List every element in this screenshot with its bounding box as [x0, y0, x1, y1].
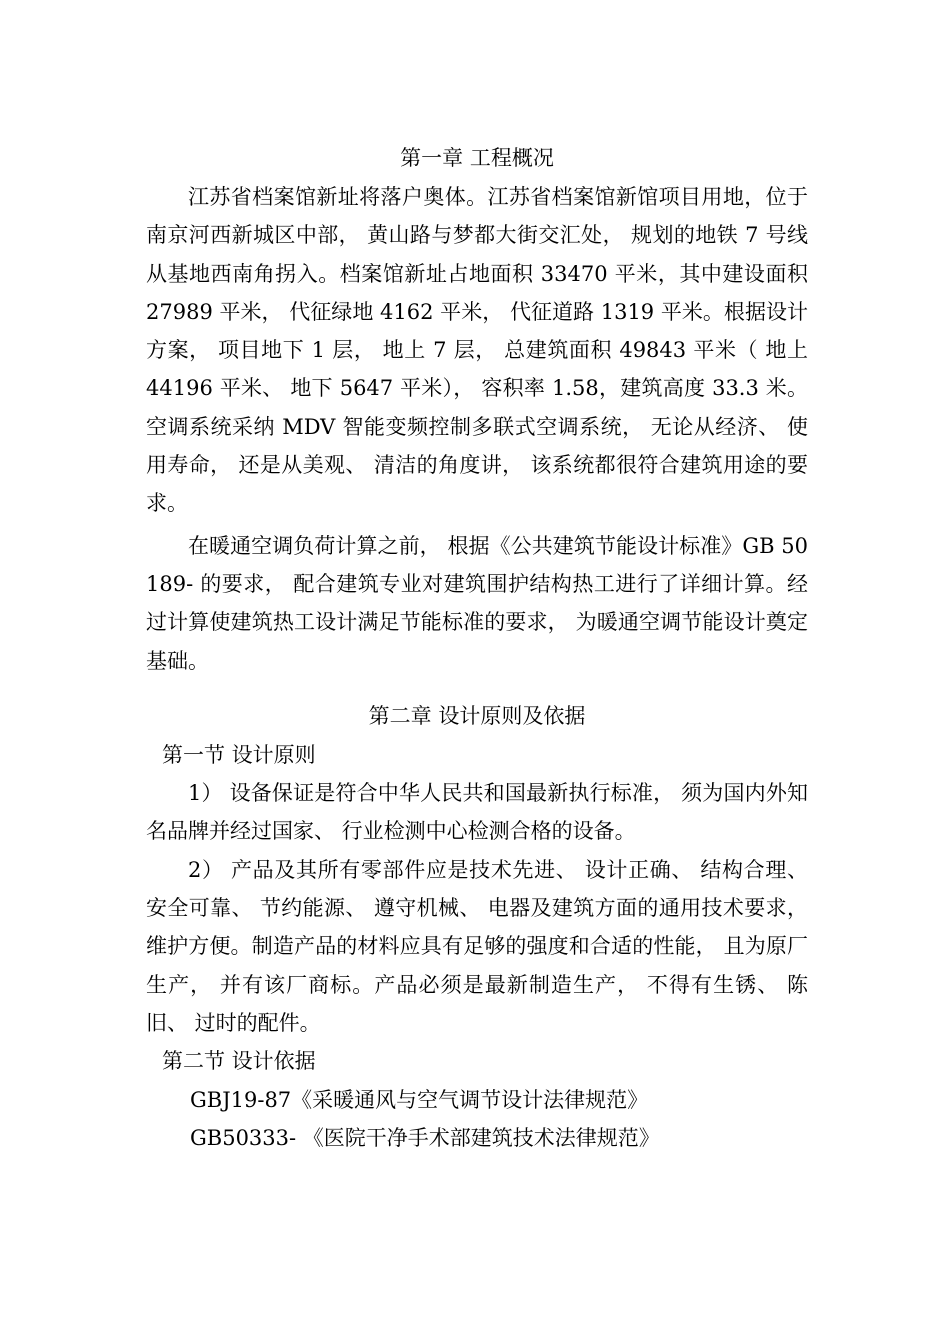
- document-page: [146, 138, 808, 1157]
- chapter1-title: 第一章 工程概况: [400, 146, 554, 170]
- section1-title: 第一节 设计原则: [162, 742, 316, 767]
- principle-item-1: 1） 设备保证是符合中华人民共和国最新执行标准， 须为国内外知名品牌并经过国家、 行业检测中心检测合格的设备。: [146, 781, 808, 844]
- principle-item-2: 2） 产品及其所有零部件应是技术先进、 设计正确、 结构合理、 安全可靠、 节约能源、 遵守机械、 电器及建筑方面的通用技术要求， 维护方便。制造产品的材料应具有足够的强度和合适的性能， 且为原厂生产， 并有该厂商标。产品必须是最新制造生产， 不得有生锈、 陈旧、 过时的配件。: [146, 857, 808, 1035]
- reference-item-2: GB50333- 《医院干净手术部建筑技术法律规范》: [190, 1125, 660, 1150]
- chapter1-paragraph-2: 在暖通空调负荷计算之前， 根据《公共建筑节能设计标准》GB 50189- 的要求， 配合建筑专业对建筑围护结构热工进行了详细计算。经过计算使建筑热工设计满足节能标准的要求， 为暖通空调节能设计奠定基础。: [146, 533, 808, 673]
- chapter1-paragraph-1: 江苏省档案馆新址将落户奥体。江苏省档案馆新馆项目用地，位于南京河西新城区中部， 黄山路与梦都大街交汇处， 规划的地铁 7 号线从基地西南角拐入。档案馆新址占地面积 33470 平米，其中建设面积 27989 平米， 代征绿地 4162 平米， 代征道路 1319 平米。根据设计方案， 项目地下 1 层， 地上 7 层， 总建筑面积 49843 平米（ 地上 44196 平米、 地下 5647 平米）， 容积率 1.58，建筑高度 33.3 米。空调系统采纳 MDV 智能变频控制多联式空调系统， 无论从经济、 使用寿命， 还是从美观、 清洁的角度讲， 该系统都很符合建筑用途的要求。: [146, 185, 808, 516]
- chapter2-title: 第二章 设计原则及依据: [368, 703, 586, 728]
- section2-title: 第二节 设计依据: [162, 1049, 316, 1074]
- reference-item-1: GBJ19-87《采暖通风与空气调节设计法律规范》: [190, 1087, 649, 1112]
